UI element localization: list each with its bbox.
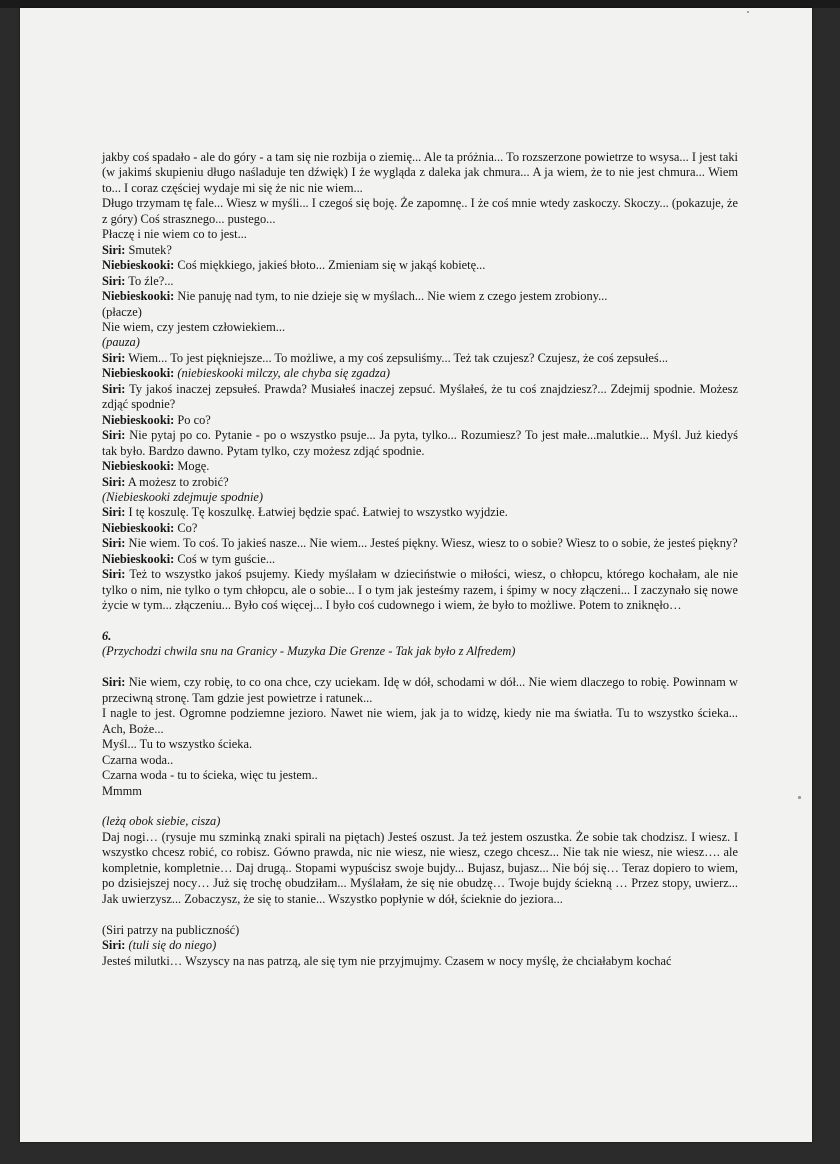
dialogue-line — [102, 366, 738, 381]
text-line — [102, 768, 738, 783]
speaker-name: Siri: — [102, 505, 126, 520]
speaker-name: Siri: — [102, 428, 126, 443]
line-text: A możesz to zrobić? — [125, 474, 229, 489]
scan-speck — [798, 796, 801, 799]
line-text: Nie wiem, czy jestem człowiekiem... — [102, 319, 286, 334]
scene-number-text: 6. — [102, 629, 112, 644]
line-text: Nie pytaj po co. Pytanie - po o wszystko psuje... Ja pyta, tylko... Rozumiesz? To jest małe...malutkie... Myśl. Już kiedyś tak było. Bardzo dawno. Pytam tylko, czy możesz zdjąć spodnie. — [102, 428, 738, 458]
dialogue-line — [102, 552, 738, 567]
speaker-name: Siri: — [102, 536, 126, 551]
speaker-name: Niebieskooki: — [102, 289, 175, 304]
dialogue-line — [102, 382, 738, 413]
scan-speck — [747, 11, 749, 13]
line-text: Jesteś milutki… Wszyscy na nas patrzą, ale się tym nie przyjmujmy. Czasem w nocy myślę, że chciałabym kochać — [102, 953, 672, 968]
text-line — [102, 753, 738, 768]
dialogue-line — [102, 675, 738, 706]
line-text: Czarna woda.. — [102, 752, 174, 767]
dialogue-line — [102, 536, 738, 551]
dialogue-line — [102, 459, 738, 474]
text-line — [102, 196, 738, 227]
speaker-name: Siri: — [102, 938, 126, 953]
speaker-name: Siri: — [102, 474, 126, 489]
line-text: Mogę. — [174, 459, 210, 474]
document-page — [20, 8, 812, 1142]
dialogue-line — [102, 428, 738, 459]
text-line — [102, 830, 738, 907]
stage-direction: (pauza) — [102, 335, 140, 350]
text-line — [102, 737, 738, 752]
line-text: I nagle to jest. Ogromne podziemne jezioro. Nawet nie wiem, jak ja to widzę, kiedy nie ma światła. Tu to wszystko ścieka... Ach, Boże... — [102, 706, 738, 736]
dialogue-line — [102, 567, 738, 613]
text-line — [102, 644, 738, 659]
line-text: To źle?... — [125, 273, 174, 288]
scene-number — [102, 629, 738, 644]
line-text: Nie wiem, czy robię, to co ona chce, czy uciekam. Idę w dół, schodami w dół... Nie wiem dlaczego to robię. Powinnam w przeciwną stronę. Tam gdzie jest powietrze i ratunek... — [102, 675, 738, 705]
speaker-name: Siri: — [102, 273, 126, 288]
dialogue-line — [102, 505, 738, 520]
dialogue-line — [102, 351, 738, 366]
dialogue-line — [102, 938, 738, 953]
stage-direction: (niebieskooki milczy, ale chyba się zgadza) — [174, 366, 391, 381]
speaker-name: Siri: — [102, 242, 126, 257]
speaker-name: Siri: — [102, 675, 126, 690]
speaker-name: Niebieskooki: — [102, 459, 175, 474]
line-text: Coś miękkiego, jakieś błoto... Zmieniam się w jakąś kobietę... — [174, 258, 486, 273]
line-text: (Siri patrzy na publiczność) — [102, 922, 240, 937]
line-text: Ty jakoś inaczej zepsułeś. Prawda? Musiałeś inaczej zepsuć. Myślałeś, że tu coś znajdziesz?... Zdejmij spodnie. Możesz zdjąć spodnie? — [102, 381, 738, 412]
line-text: Nie wiem. To coś. To jakieś nasze... Nie wiem... Jesteś piękny. Wiesz, wiesz to o sobie? Wiesz to o sobie, że jesteś piękny? — [125, 536, 738, 551]
blank-line — [102, 614, 738, 629]
dialogue-line — [102, 413, 738, 428]
speaker-name: Siri: — [102, 350, 126, 365]
stage-direction: (tuli się do niego) — [125, 938, 217, 953]
speaker-name: Niebieskooki: — [102, 258, 175, 273]
line-text: Nie panuję nad tym, to nie dzieje się w myślach... Nie wiem z czego jestem zrobiony... — [174, 289, 608, 304]
text-line — [102, 335, 738, 350]
line-text: Mmmm — [102, 783, 142, 798]
dialogue-line — [102, 243, 738, 258]
blank-line — [102, 799, 738, 814]
speaker-name: Siri: — [102, 381, 126, 396]
speaker-name: Siri: — [102, 567, 126, 582]
line-text: Płaczę i nie wiem co to jest... — [102, 227, 247, 242]
scan-frame — [0, 0, 840, 8]
speaker-name: Niebieskooki: — [102, 366, 175, 381]
line-text: (płacze) — [102, 304, 142, 319]
speaker-name: Niebieskooki: — [102, 412, 175, 427]
dialogue-line — [102, 521, 738, 536]
speaker-name: Niebieskooki: — [102, 520, 175, 535]
text-line — [102, 706, 738, 737]
line-text: Czarna woda - tu to ścieka, więc tu jestem.. — [102, 768, 318, 783]
line-text: I tę koszulę. Tę koszulkę. Łatwiej będzie spać. Łatwiej to wszystko wyjdzie. — [125, 505, 508, 520]
line-text: jakby coś spadało - ale do góry - a tam się nie rozbija o ziemię... Ale ta próżnia... To rozszerzone powietrze to wsysa... I jest taki (w jakimś skupieniu długo naśladuje ten dźwięk) I że wygląda z daleka jak chmura... A ja wiem, że to nie jest chmura... Wiem to... I coraz częściej wydaje mi się że nic nie wiem... — [102, 150, 738, 195]
line-text: Coś w tym guście... — [174, 551, 276, 566]
line-text: Daj nogi… (rysuje mu szminką znaki spirali na piętach) Jesteś oszust. Ja też jestem oszustka. Że sobie tak chodzisz. I wiesz. I wszystko chcesz robić, co robisz. Gówno prawda, nic nie wiesz, nie wiesz, czego chcesz... Nie tak nie wiesz, nie wiesz…. ale kompletnie, kompletnie… Daj drugą.. Stopami wypuścisz swoje bujdy... Bujasz, bujasz... Nie bój się… Teraz dopiero to wiem, po dzisiejszej nocy… Już się trochę obudziłam... Myślałam, że się nie obudzę… Twoje bujdy ściekną … Przez stopy, uwierz... Jak uwierzysz... Zobaczysz, że się to stanie... Wszystko popłynie w dół, ścieknie do jeziora... — [102, 829, 738, 906]
line-text: Smutek? — [125, 242, 172, 257]
blank-line — [102, 907, 738, 922]
text-line — [102, 923, 738, 938]
line-text: Myśl... Tu to wszystko ścieka. — [102, 737, 253, 752]
line-text: Wiem... To jest piękniejsze... To możliwe, a my coś zepsuliśmy... Też tak czujesz? Czujesz, że coś zepsułeś... — [125, 350, 669, 365]
speaker-name: Niebieskooki: — [102, 551, 175, 566]
stage-direction: (leżą obok siebie, cisza) — [102, 814, 221, 829]
text-line — [102, 320, 738, 335]
text-line — [102, 784, 738, 799]
line-text: Co? — [174, 520, 198, 535]
text-line — [102, 227, 738, 242]
blank-line — [102, 660, 738, 675]
stage-direction: (Przychodzi chwila snu na Granicy - Muzyka Die Grenze - Tak jak było z Alfredem) — [102, 644, 516, 659]
text-line — [102, 305, 738, 320]
line-text: Długo trzymam tę fale... Wiesz w myśli... I czegoś się boję. Że zapomnę.. I że coś mnie wtedy zaskoczy. Skoczy... (pokazuje, że z góry) Coś strasznego... pustego... — [102, 196, 738, 226]
dialogue-line — [102, 274, 738, 289]
line-text: Po co? — [174, 412, 211, 427]
text-line — [102, 150, 738, 196]
dialogue-line — [102, 289, 738, 304]
document-text — [102, 150, 738, 969]
dialogue-line — [102, 475, 738, 490]
text-line — [102, 814, 738, 829]
stage-direction: (Niebieskooki zdejmuje spodnie) — [102, 489, 264, 504]
text-line — [102, 954, 738, 969]
text-line — [102, 490, 738, 505]
line-text: Też to wszystko jakoś psujemy. Kiedy myślałam w dzieciństwie o miłości, wiesz, o chłopcu, którego kochałam, ale nie tylko o nim, nie tylko o tym chłopcu, ale o sobie... I o tym jak jesteśmy razem, i śpimy w nocy złączeni... I zaczynało się nowe życie w tym... złączeniu... Było coś więcej... I było coś cudownego i wiem, że było to możliwe. Potem to zniknęło… — [102, 567, 738, 613]
dialogue-line — [102, 258, 738, 273]
